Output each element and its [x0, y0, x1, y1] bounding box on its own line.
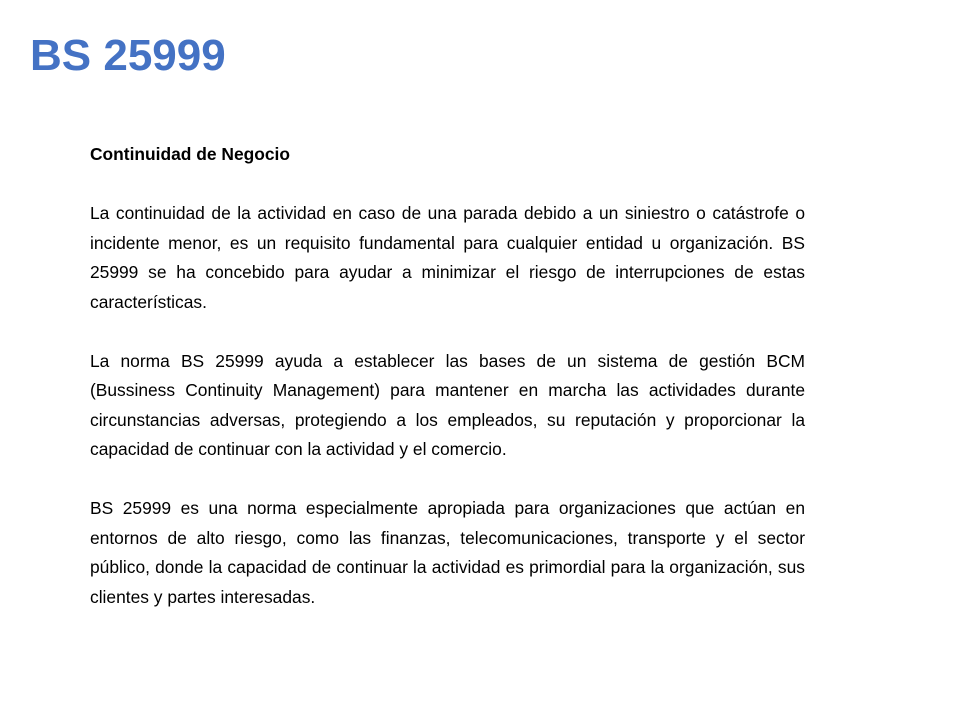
slide-body: [90, 140, 805, 612]
section-heading: Continuidad de Negocio: [90, 144, 290, 164]
paragraph-bcm-system: La norma BS 25999 ayuda a establecer las bases de un sistema de gestión BCM (Bussiness Continuity Management) para mantener en marcha las actividades durante circunstancias adversas, protegiendo a los empleados, su reputación y proporcionar la capacidad de continuar con la actividad y el comercio.: [90, 350, 805, 459]
paragraph-continuity-intro: La continuidad de la actividad en caso de una parada debido a un siniestro o catástrofe o incidente menor, es un requisito fundamental para cualquier entidad u organización. BS 25999 se ha concebido para ayudar a minimizar el riesgo de interrupciones de estas características.: [90, 203, 805, 312]
paragraph-high-risk-sectors: BS 25999 es una norma especialmente apropiada para organizaciones que actúan en entornos de alto riesgo, como las finanzas, telecomunicaciones, transporte y el sector público, donde la capacidad de continuar la actividad es primordial para la organización, sus clientes y partes interesadas.: [90, 498, 805, 607]
slide-title: BS 25999: [30, 31, 226, 80]
